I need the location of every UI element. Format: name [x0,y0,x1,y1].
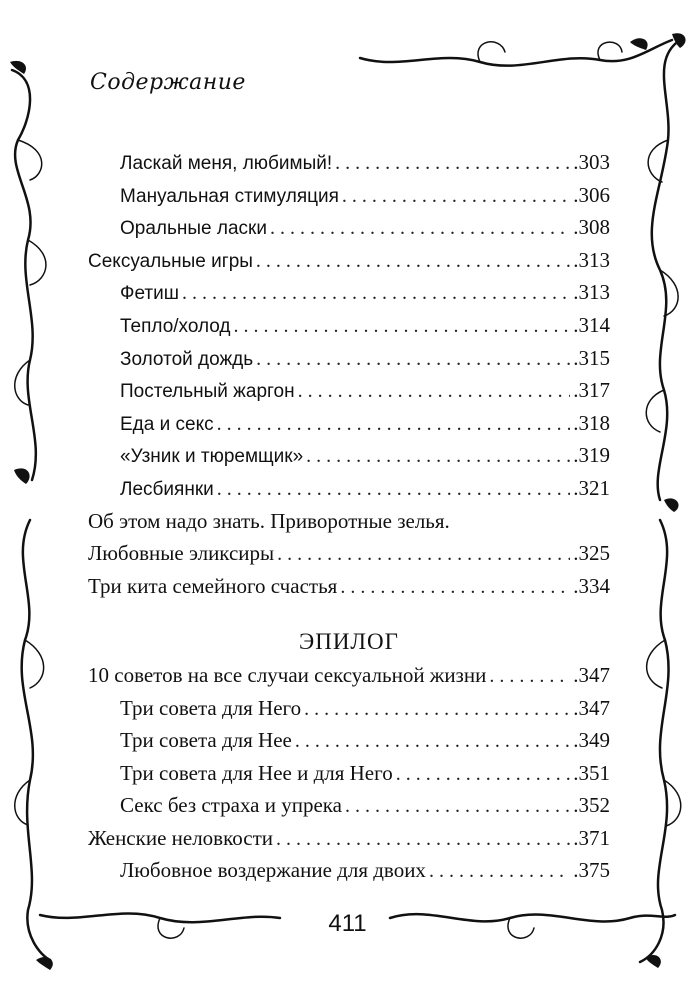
section-heading: ЭПИЛОГ [299,629,399,655]
toc-entry-page: .317 [573,378,610,403]
toc-leader-dots [270,212,570,245]
toc-leader-dots [217,473,571,506]
toc-entry [88,472,610,505]
toc-entry-title: Золотой дождь [120,348,254,370]
toc-entry-title: Фетиш [120,283,179,305]
page-number: 411 [328,910,367,937]
toc-entry-title: 10 советов на все случаи сексуальной жизни [88,662,487,687]
toc-entry-title: Секс без страха и упрека [120,793,342,818]
toc-entry-title: Любовное воздержание для двоих [120,858,426,883]
toc-entry-page: .349 [573,728,610,753]
toc-entry-title: Три кита семейного счастья [88,573,338,598]
toc-entry [88,692,610,725]
toc-entry-page: .318 [573,410,610,435]
toc-entry-title: Лесбиянки [120,478,214,500]
toc-entry-title: Сексуальные игры [88,250,253,272]
toc-entry-title: Оральные ласки [120,218,267,240]
toc-entry-page: .303 [573,150,610,174]
toc-entry [88,505,610,538]
page-header: Содержание [90,70,246,95]
toc-entry [88,537,610,570]
toc-entry [88,342,610,375]
toc-entry [88,822,610,855]
toc-entry-page: .313 [573,280,610,305]
toc-leader-dots [429,855,570,888]
toc-entry-page: .314 [573,312,610,337]
toc-leader-dots [217,408,571,441]
toc-entry-title: Ласкай меня, любимый! [120,153,333,174]
toc-entry-page: .351 [573,760,610,785]
toc-leader-dots [256,245,570,278]
toc-leader-dots [304,693,570,726]
toc-entry-title: Об этом надо знать. Приворотные зелья. [88,508,450,533]
toc-entry [88,789,610,822]
toc-entry [88,309,610,342]
toc-leader-dots [277,538,570,571]
toc-leader-dots [489,660,570,693]
toc-entry-page: .347 [573,662,610,687]
toc-entry [88,374,610,407]
toc-leader-dots [306,440,570,473]
toc-leader-dots [345,790,570,823]
toc-entry [88,211,610,244]
toc-part-1 [88,146,610,602]
toc-entry [88,724,610,757]
toc-entry-title: Три совета для Него [120,695,302,720]
table-of-contents [88,146,610,887]
toc-leader-dots [340,571,570,604]
toc-entry-page: .352 [573,793,610,818]
toc-entry-title: Мануальная стимуляция [120,185,339,207]
toc-leader-dots [234,310,571,343]
toc-entry-page: .319 [573,443,610,468]
toc-leader-dots [295,725,570,758]
toc-entry-page: .306 [573,182,610,207]
toc-entry [88,276,610,309]
toc-entry-page: .375 [573,858,610,883]
toc-entry [88,179,610,212]
toc-entry-title: Женские неловкости [88,825,273,850]
toc-entry [88,659,610,692]
toc-leader-dots [396,758,571,791]
toc-leader-dots [182,277,570,310]
toc-entry [88,244,610,277]
toc-entry-page: .313 [573,247,610,272]
toc-entry [88,407,610,440]
toc-entry [88,146,610,179]
toc-leader-dots [298,375,571,408]
toc-leader-dots [276,823,570,856]
toc-entry-title: Еда и секс [120,413,214,435]
toc-entry [88,439,610,472]
toc-entry-page: .371 [573,825,610,850]
toc-entry-page: .308 [573,215,610,240]
toc-entry [88,757,610,790]
toc-entry-title: Три совета для Нее и для Него [120,760,393,785]
toc-entry [88,570,610,603]
toc-leader-dots [335,147,570,180]
toc-entry-title: «Узник и тюремщик» [120,446,304,468]
toc-entry-page: .325 [573,541,610,566]
toc-part-2 [88,659,610,887]
toc-entry-title: Тепло/холод [120,315,231,337]
toc-entry-title: Три совета для Нее [120,728,292,753]
toc-leader-dots [256,343,570,376]
toc-entry-title: Постельный жаргон [120,381,295,403]
toc-entry-title: Любовные эликсиры [88,541,275,566]
toc-entry-page: .315 [573,345,610,370]
toc-entry [88,854,610,887]
toc-entry-page: .347 [573,695,610,720]
toc-entry-page: .321 [573,475,610,500]
toc-leader-dots [342,180,570,213]
toc-entry-page: .334 [573,573,610,598]
